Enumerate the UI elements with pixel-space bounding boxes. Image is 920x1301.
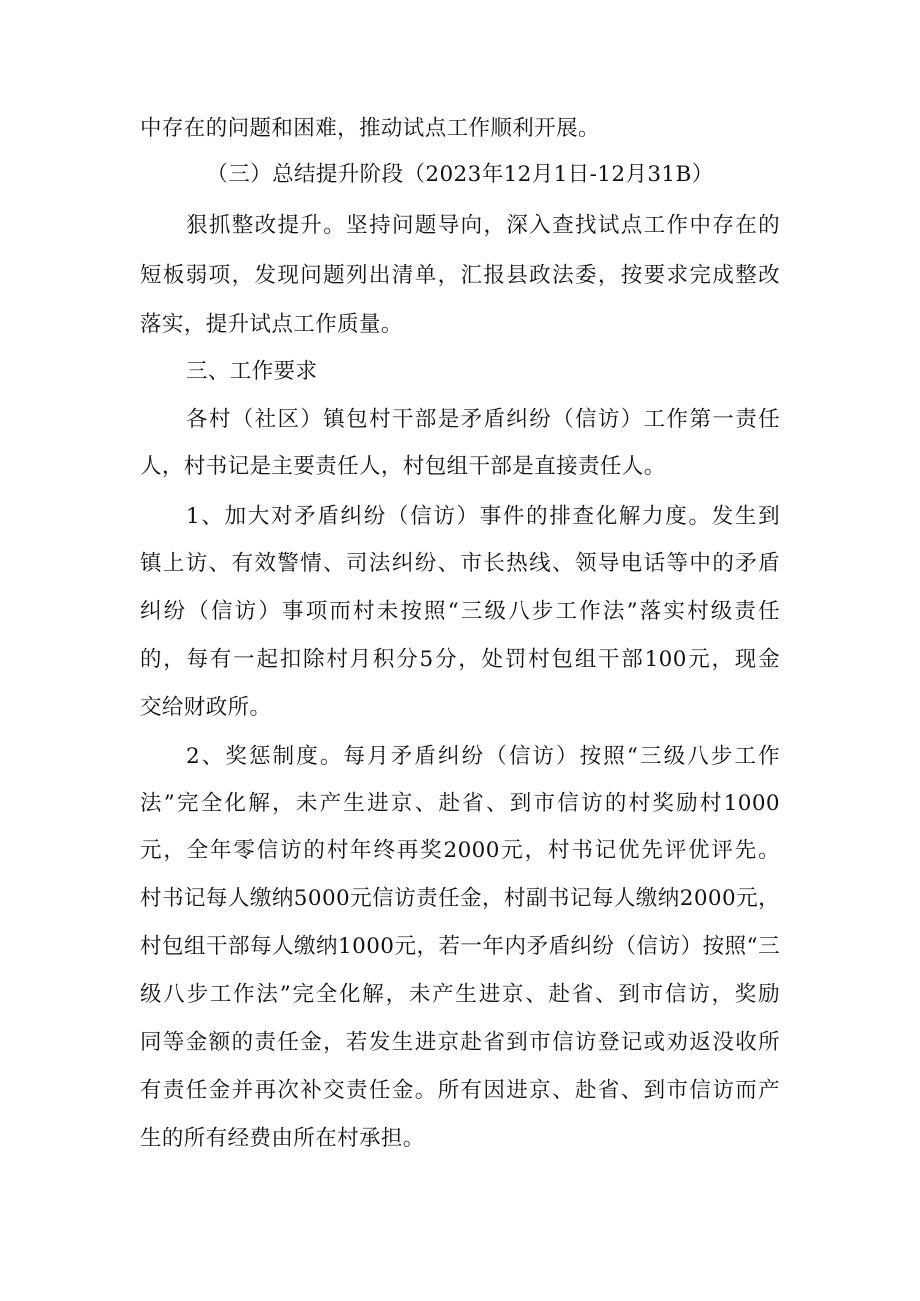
text-line: 生的所有经费由所在村承担。 <box>140 1126 425 1151</box>
text-line: 有责任金并再次补交责任金。所有因进京、赴省、到市信访而产 <box>140 1078 780 1103</box>
text-line: 纠纷（信访）事项而村未按照“三级八步工作法”落实村级责任 <box>140 599 780 624</box>
text-line: 人，村书记是主要责任人，村包组干部是直接责任人。 <box>140 454 666 479</box>
text-line: 法”完全化解，未产生进京、赴省、到市信访的村奖励村1000 <box>140 791 780 816</box>
text-line: 2、奖惩制度。每月矛盾纠纷（信访）按照“三级八步工作 <box>186 744 780 769</box>
text-line: 狠抓整改提升。坚持问题导向，深入查找试点工作中存在的 <box>186 213 780 238</box>
text-line: 短板弱项，发现问题列出清单，汇报县政法委，按要求完成整改 <box>140 263 780 288</box>
text-line: 1、加大对矛盾纠纷（信访）事件的排查化解力度。发生到 <box>186 504 780 529</box>
text-line: 交给财政所。 <box>140 695 272 720</box>
section-heading: （三）总结提升阶段（2023年12月1日-12月31B） <box>206 162 714 187</box>
text-line: 村包组干部每人缴纳1000元，若一年内矛盾纠纷（信访）按照“三 <box>140 934 780 959</box>
text-line: 镇上访、有效警情、司法纠纷、市长热线、领导电话等中的矛盾 <box>140 551 780 576</box>
text-line: 村书记每人缴纳5000元信访责任金，村副书记每人缴纳2000元， <box>140 886 780 911</box>
text-line: 的，每有一起扣除村月积分5分，处罚村包组干部100元，现金 <box>140 647 780 672</box>
text-line: 各村（社区）镇包村干部是矛盾纠纷（信访）工作第一责任 <box>186 407 780 432</box>
text-line: 落实，提升试点工作质量。 <box>140 312 403 337</box>
text-line: 中存在的问题和困难，推动试点工作顺利开展。 <box>140 116 600 141</box>
text-line: 级八步工作法”完全化解，未产生进京、赴省、到市信访，奖励 <box>140 982 780 1007</box>
text-line: 同等金额的责任金，若发生进京赴省到市信访登记或劝返没收所 <box>140 1030 780 1055</box>
text-line: 元，全年零信访的村年终再奖2000元，村书记优先评优评先。 <box>140 838 780 863</box>
section-heading: 三、工作要求 <box>186 359 318 384</box>
